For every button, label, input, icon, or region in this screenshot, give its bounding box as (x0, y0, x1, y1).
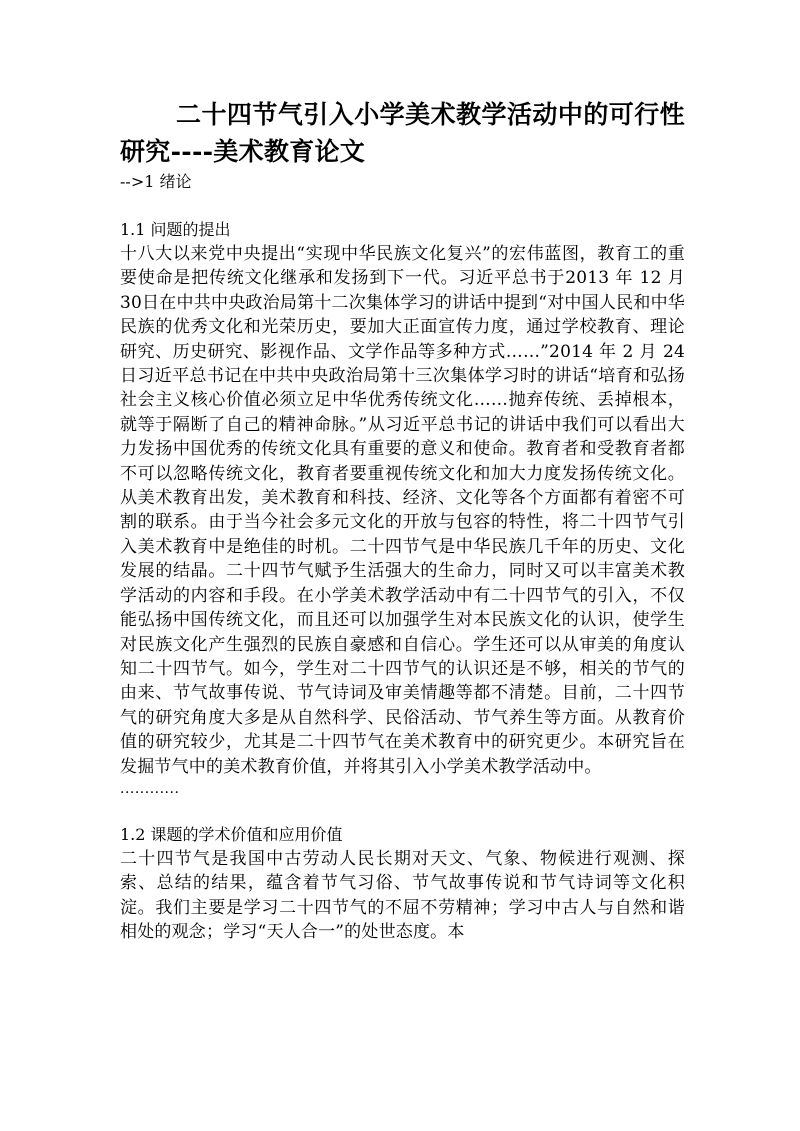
spacer (120, 194, 685, 218)
breadcrumb: -->1 绪论 (120, 172, 192, 191)
section-heading-1-2: 1.2 课题的学术价值和应用价值 (120, 824, 343, 844)
section-body-1-1: 十八大以来党中央提出“实现中华民族文化复兴”的宏伟蓝图，教育工的重要使命是把传统文化继承和发扬到下一代。习近平总书于2013 年 12 月 30日在中共中央政治局第十二次集体学习的讲话中提到“对中国人民和中华民族的优秀文化和光荣历史，要加大正面宣传力度，通过学校教育、理论研究、历史研究、影视作品、文学作品等多种方式……”2014 年 2 月 24 日习近平总书记在中共中央政治局第十三次集体学习时的讲话“培育和弘扬社会主义核心价值必须立足中华优秀传统文化……抛弃传统、丢掉根本，就等于隔断了自己的精神命脉。”从习近平总书记的讲话中我们可以看出大力发扬中国优秀的传统文化具有重要的意义和使命。教育者和受教育者都不可以忽略传统文化，教育者要重视传统文化和加大力度发扬传统文化。从美术教育出发，美术教育和科技、经济、文化等各个方面都有着密不可割的联系。由于当今社会多元文化的开放与包容的特性，将二十四节气引入美术教育中是绝佳的时机。二十四节气是中华民族几千年的历史、文化发展的结晶。二十四节气赋予生活强大的生命力，同时又可以丰富美术教学活动的内容和手段。在小学美术教学活动中有二十四节气的引入，不仅能弘扬中国传统文化，而且还可以加强学生对本民族文化的认识，使学生对民族文化产生强烈的民族自豪感和自信心。学生还可以从审美的角度认知二十四节气。如今，学生对二十四节气的认识还是不够，相关的节气的由来、节气故事传说、节气诗词及审美情趣等都不清楚。目前，二十四节气的研究角度大多是从自然科学、民俗活动、节气养生等方面。从教育价值的研究较少，尤其是二十四节气在美术教育中的研究更少。本研究旨在发掘节气中的美术教育价值，并将其引入小学美术教学活动中。 (120, 244, 685, 777)
spacer (120, 799, 685, 823)
document-title: 二十四节气引入小学美术教学活动中的可行性研究----美术教育论文 (120, 100, 685, 166)
document-page (120, 96, 685, 945)
section-body-1-2: 二十四节气是我国中古劳动人民长期对天文、气象、物候进行观测、探索、总结的结果，蕴含着节气习俗、节气故事传说和节气诗词等文化积淀。我们主要是学习二十四节气的不屈不劳精神；学习中古人与自然和谐相处的观念；学习“天人合一”的处世态度。本 (120, 848, 685, 943)
ellipsis-separator: ............ (120, 780, 180, 797)
section-heading-1-1: 1.1 问题的提出 (120, 220, 231, 239)
